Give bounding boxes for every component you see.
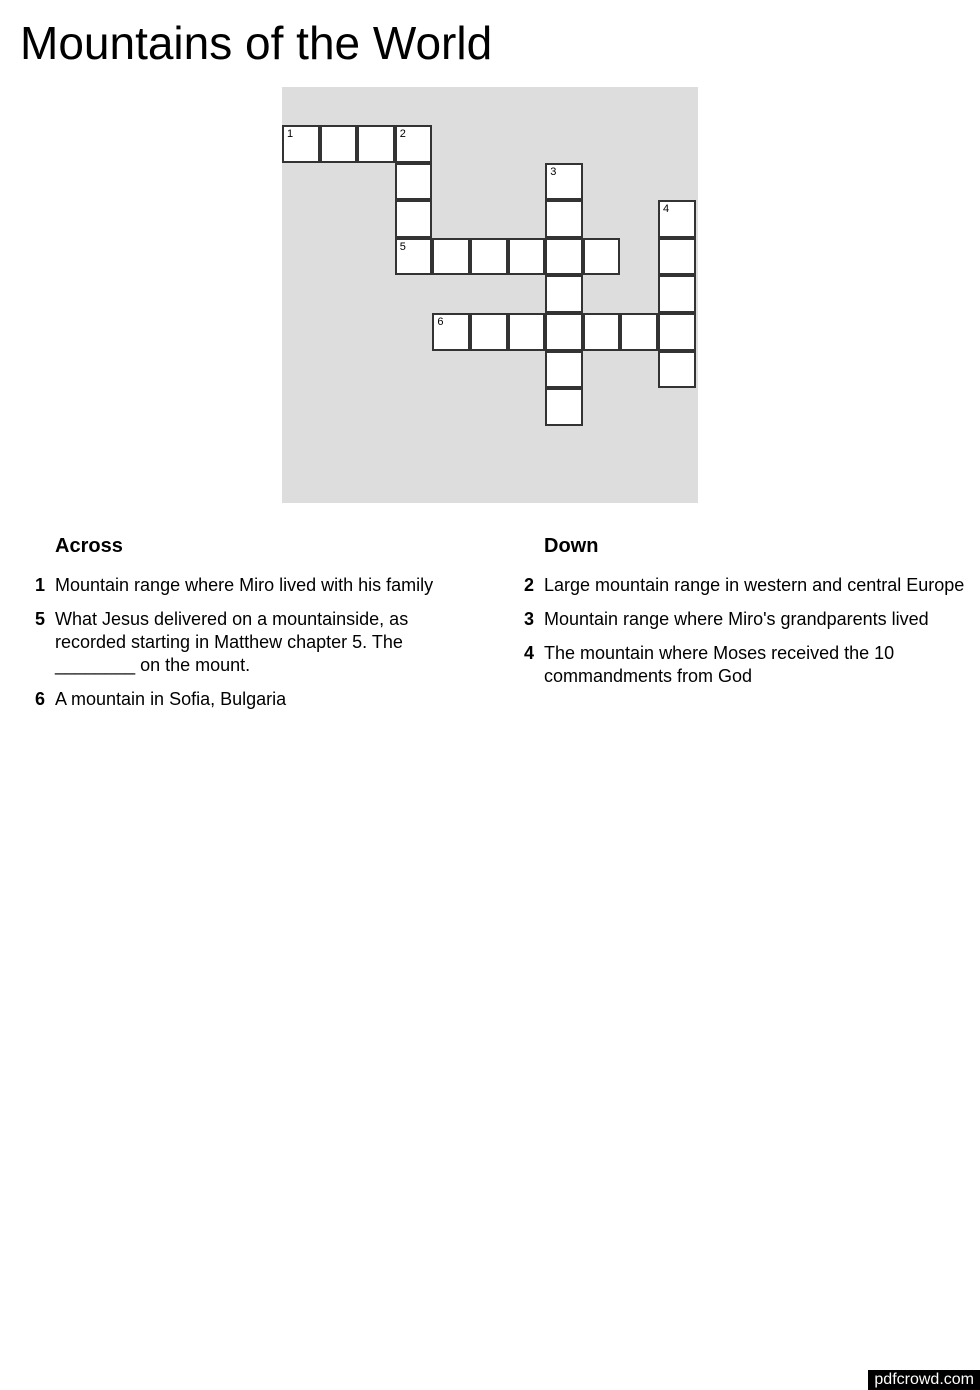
across-clue [21,688,481,711]
cell-number: 2 [399,128,406,140]
crossword-grid [282,87,698,503]
clue-text: Mountain range where Miro's grandparents lived [544,609,929,629]
grid-cell[interactable] [395,125,433,163]
across-clue [21,608,481,677]
grid-cell[interactable] [658,351,696,389]
grid-cell[interactable] [432,313,470,351]
clue-text: Large mountain range in western and central Europe [544,575,965,595]
down-clue [510,574,970,597]
page-title: Mountains of the World [20,17,493,69]
across-heading: Across [55,535,123,557]
grid-cell[interactable] [508,238,546,276]
clue-text: A mountain in Sofia, Bulgaria [55,689,287,709]
pdfcrowd-badge[interactable]: pdfcrowd.com [868,1370,980,1390]
clue-number: 3 [524,609,535,629]
grid-cell[interactable] [545,388,583,426]
grid-cell[interactable] [545,351,583,389]
clue-number: 4 [524,643,535,663]
clue-text: Mountain range where Miro lived with his family [55,575,434,595]
grid-cell[interactable] [470,238,508,276]
grid-cell[interactable] [508,313,546,351]
cell-number: 4 [663,203,670,216]
clue-text: What Jesus delivered on a mountainside, as recorded starting in Matthew chapter 5. The ________ on the mount. [55,609,409,675]
grid-cell[interactable] [395,200,433,238]
grid-cell[interactable] [432,238,470,276]
grid-cell[interactable] [545,238,583,276]
grid-cell[interactable] [545,313,583,351]
grid-cell[interactable] [545,163,583,201]
grid-cell[interactable] [658,275,696,313]
across-clues-section [21,534,481,722]
cell-number: 3 [550,165,557,178]
down-clues-section [510,534,970,699]
grid-cell[interactable] [658,238,696,276]
clue-number: 5 [35,609,46,629]
grid-cell[interactable] [395,163,433,201]
across-clue-list [21,574,481,711]
clue-number: 6 [35,689,46,709]
grid-cell[interactable] [282,125,320,163]
clue-number: 1 [35,575,46,595]
grid-cell[interactable] [620,313,658,351]
grid-cell[interactable] [395,238,433,276]
down-heading: Down [544,535,599,557]
grid-cell[interactable] [545,200,583,238]
across-clue [21,574,481,597]
grid-cell[interactable] [658,200,696,238]
cell-number: 1 [287,128,294,140]
cell-number: 6 [437,316,444,328]
down-clue [510,642,970,688]
grid-cell[interactable] [357,125,395,163]
down-clue [510,608,970,631]
grid-cell[interactable] [320,125,358,163]
grid-cell[interactable] [470,313,508,351]
clue-number: 2 [524,575,535,595]
grid-cell[interactable] [583,238,621,276]
clue-text: The mountain where Moses received the 10 commandments from God [544,643,895,686]
grid-cell[interactable] [583,313,621,351]
grid-cell[interactable] [658,313,696,351]
grid-cell[interactable] [545,275,583,313]
cell-number: 5 [399,240,406,253]
down-clue-list [510,574,970,688]
